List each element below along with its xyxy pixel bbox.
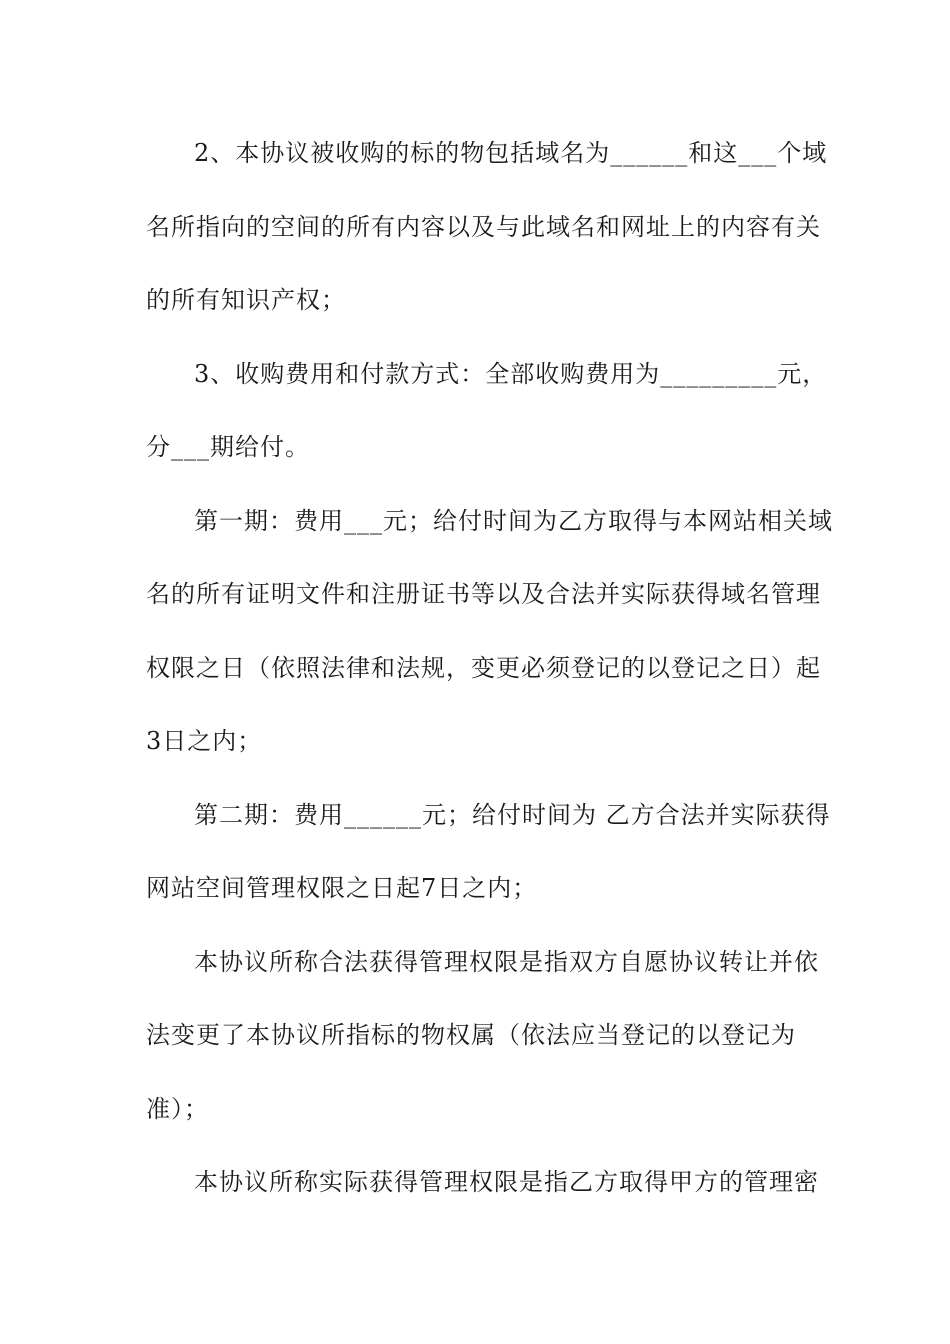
- legal-authority-line-1: 本协议所称合法获得管理权限是指双方自愿协议转让并依: [194, 947, 819, 976]
- clause-3-line-1: 3、收购费用和付款方式：全部收购费用为_________元，: [194, 359, 828, 388]
- document-body: [146, 128, 833, 1231]
- clause-3-line-2: 分___期给付。: [146, 433, 310, 461]
- phase-1-line-2: 名的所有证明文件和注册证书等以及合法并实际获得域名管理: [146, 580, 821, 608]
- legal-authority-line-3: 准）；: [146, 1094, 209, 1123]
- phase-1-line-4: 3日之内；: [146, 727, 263, 755]
- clause-2-line-2: 名所指向的空间的所有内容以及与此域名和网址上的内容有关: [146, 212, 821, 241]
- clause-2-line-1: 2、本协议被收购的标的物包括域名为______和这___个域: [194, 139, 828, 167]
- phase-1-line-3: 权限之日（依照法律和法规，变更必须登记的以登记之日）起: [146, 653, 821, 682]
- legal-authority-line-2: 法变更了本协议所指标的物权属（依法应当登记的以登记为: [146, 1021, 796, 1049]
- actual-authority-line-1: 本协议所称实际获得管理权限是指乙方取得甲方的管理密: [194, 1168, 819, 1196]
- phase-2-line-1: 第二期：费用______元；给付时间为 乙方合法并实际获得: [194, 800, 831, 829]
- phase-1-line-1: 第一期：费用___元；给付时间为乙方取得与本网站相关域: [194, 506, 833, 535]
- clause-2-line-3: 的所有知识产权；: [146, 286, 346, 314]
- phase-2-line-2: 网站空间管理权限之日起7日之内；: [146, 874, 538, 902]
